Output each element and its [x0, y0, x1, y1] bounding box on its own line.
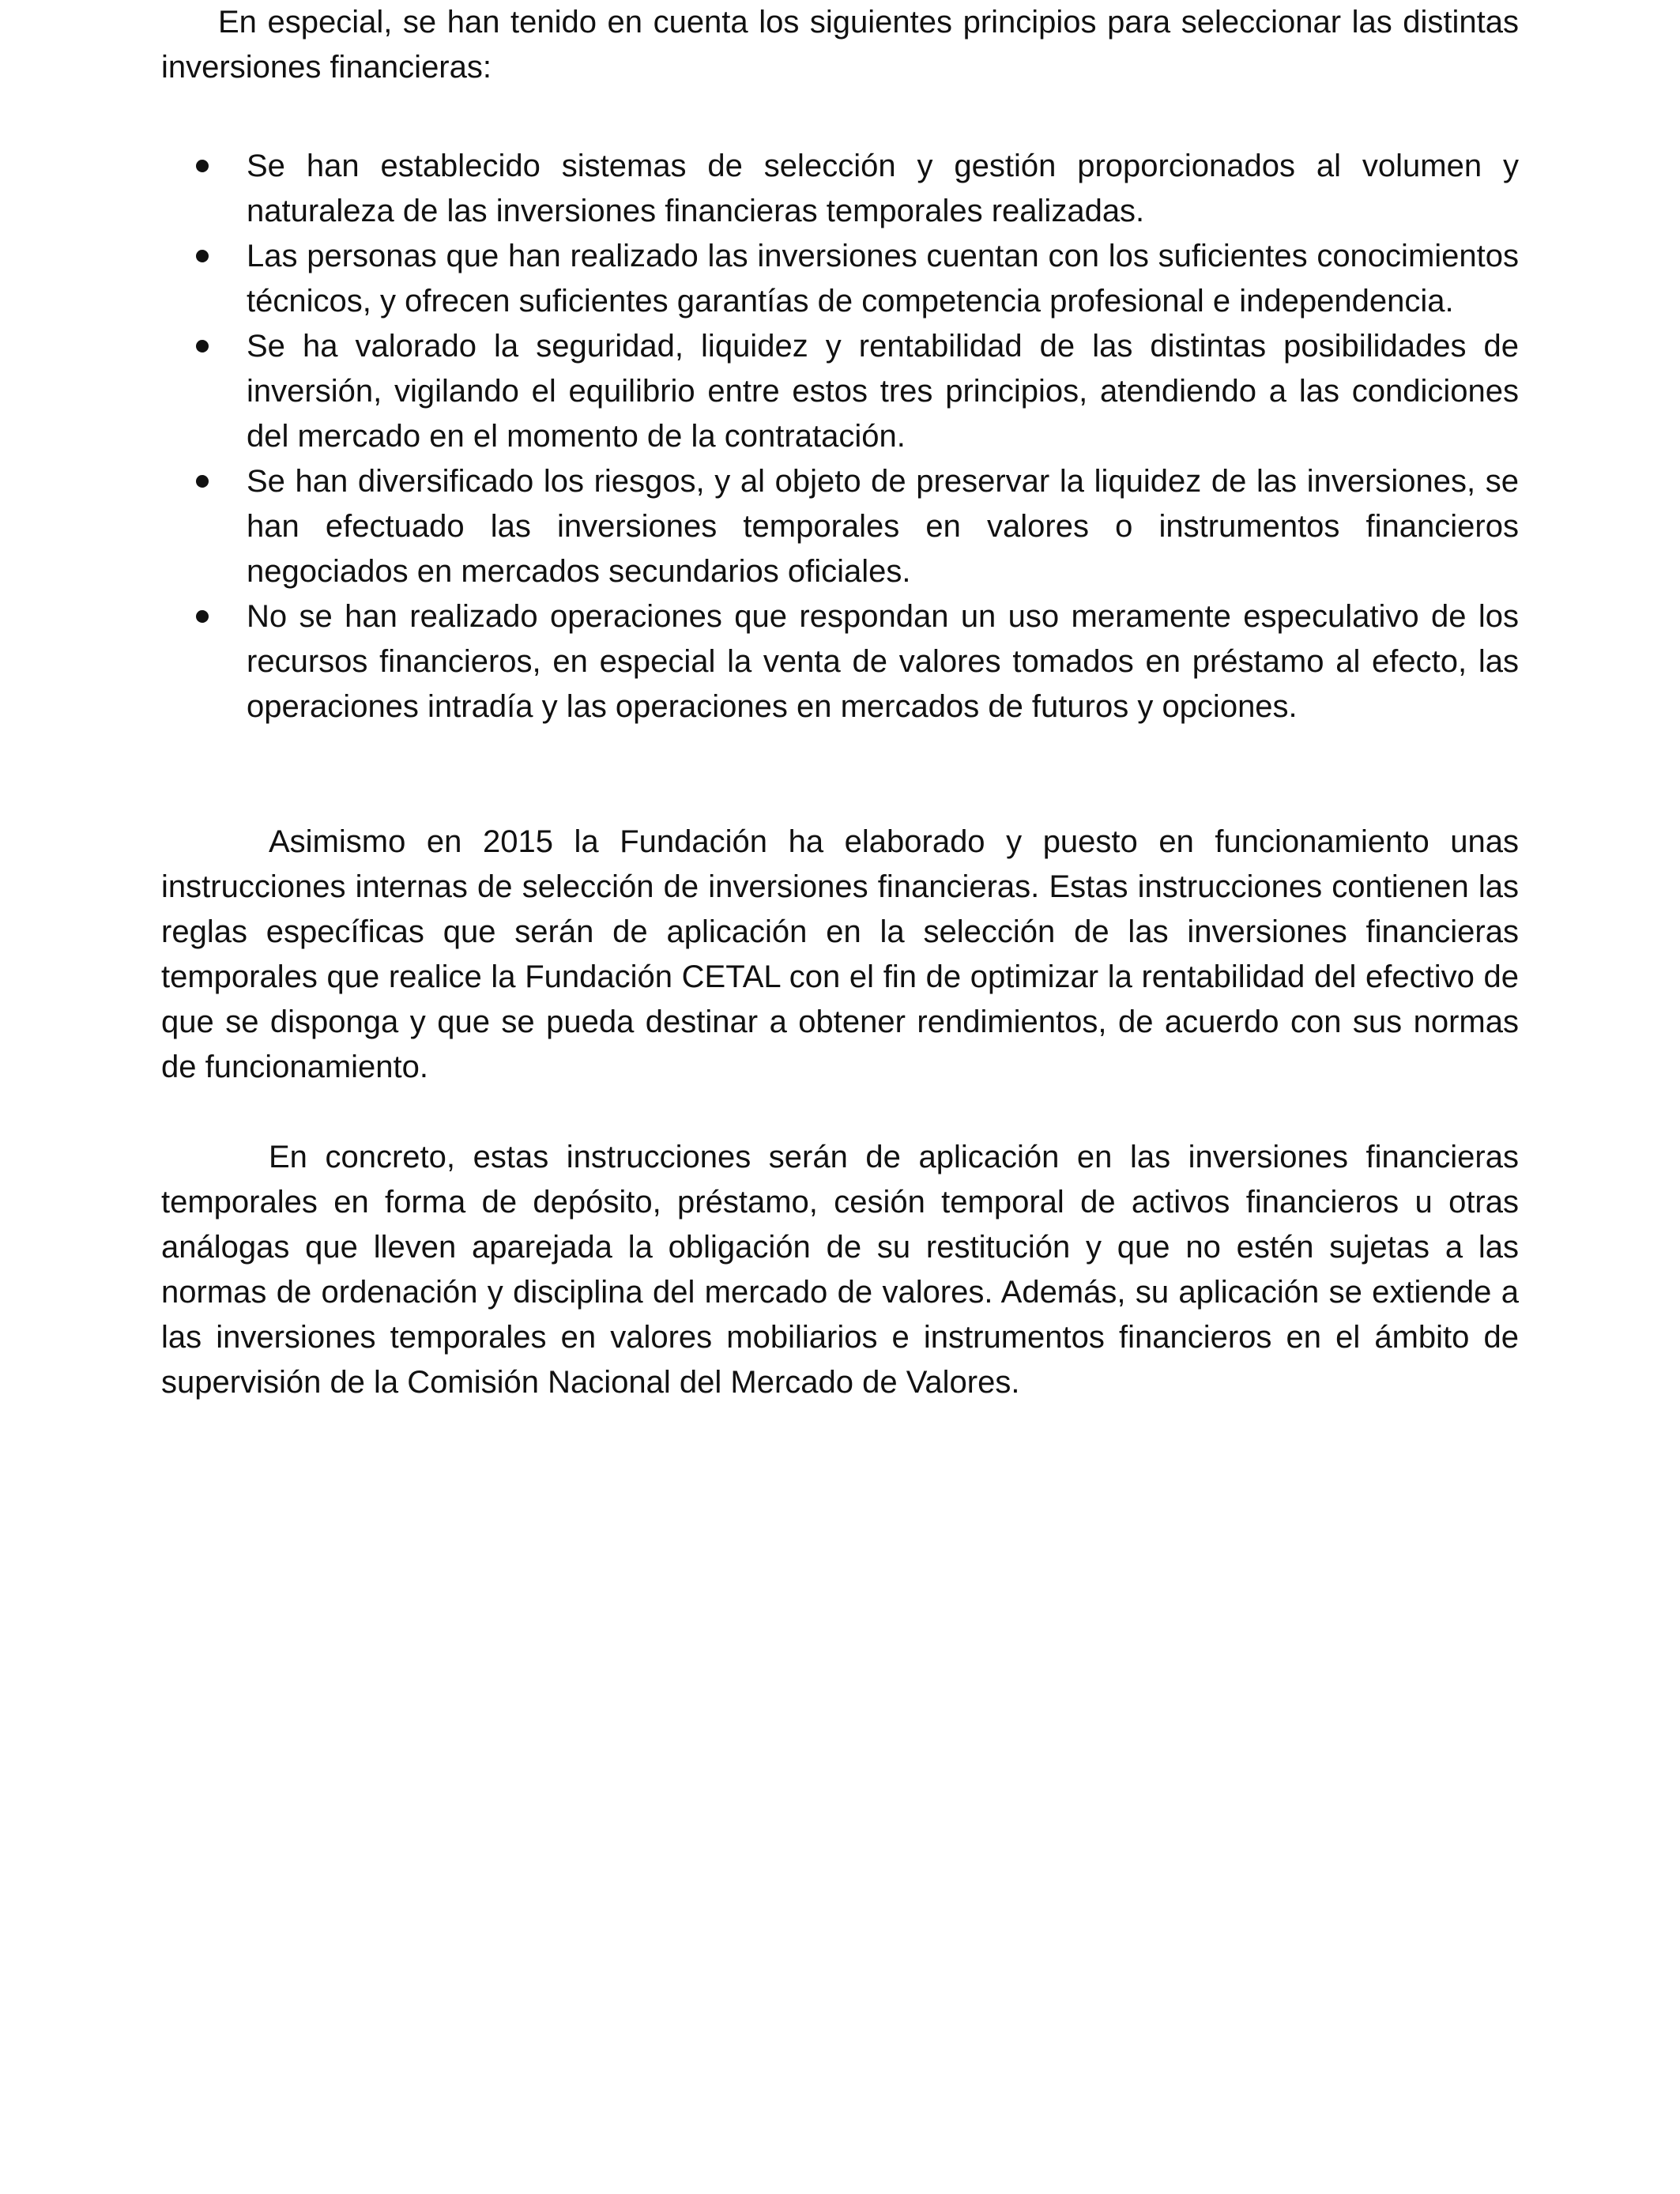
bullet-icon: [196, 250, 209, 262]
body-paragraph: En concreto, estas instrucciones serán de aplicación en las inversiones financieras temporales en forma de depósito, préstamo, cesión temporal de activos financieros u otras análogas que lleven aparejada la obligación de su restitución y que no estén sujetas a las normas de ordenación y disciplina del mercado de valores. Además, su aplicación se extiende a las inversiones temporales en valores mobiliarios e instrumentos financieros en el ámbito de supervisión de la Comisión Nacional del Mercado de Valores.: [161, 1140, 1519, 1400]
principles-list: [161, 144, 1519, 729]
intro-paragraph: En especial, se han tenido en cuenta los siguientes principios para seleccionar las distintas inversiones financieras:: [161, 5, 1519, 85]
bullet-icon: [196, 610, 209, 623]
list-item-text: Se han establecido sistemas de selección y gestión proporcionados al volumen y naturaleza de las inversiones financieras temporales realizadas.: [247, 149, 1519, 228]
document-body: [161, 0, 1519, 1405]
body-paragraph: Asimismo en 2015 la Fundación ha elaborado y puesto en funcionamiento unas instrucciones internas de selección de inversiones financieras. Estas instrucciones contienen las reglas específicas que serán de aplicación en la selección de las inversiones financieras temporales que realice la Fundación CETAL con el fin de optimizar la rentabilidad del efectivo de que se disponga y que se pueda destinar a obtener rendimientos, de acuerdo con sus normas de funcionamiento.: [161, 824, 1519, 1084]
list-item: [161, 324, 1519, 459]
list-item: [161, 459, 1519, 594]
list-item: [161, 234, 1519, 324]
bullet-icon: [196, 340, 209, 352]
list-item: [161, 594, 1519, 729]
spacer: [161, 90, 1519, 144]
list-item-text: Las personas que han realizado las inversiones cuentan con los suficientes conocimientos técnicos, y ofrecen suficientes garantías de competencia profesional e independencia.: [247, 239, 1519, 319]
list-item-text: Se ha valorado la seguridad, liquidez y rentabilidad de las distintas posibilidades de inversión, vigilando el equilibrio entre estos tres principios, atendiendo a las condiciones del mercado en el momento de la contratación.: [247, 329, 1519, 454]
bullet-icon: [196, 475, 209, 488]
list-item-text: No se han realizado operaciones que respondan un uso meramente especulativo de los recursos financieros, en especial la venta de valores tomados en préstamo al efecto, las operaciones intradía y las operaciones en mercados de futuros y opciones.: [247, 599, 1519, 724]
spacer: [161, 1090, 1519, 1135]
bullet-icon: [196, 160, 209, 172]
list-item-text: Se han diversificado los riesgos, y al objeto de preservar la liquidez de las inversiones, se han efectuado las inversiones temporales en valores o instrumentos financieros negociados en mercados secundarios oficiales.: [247, 464, 1519, 589]
spacer: [161, 729, 1519, 820]
list-item: [161, 144, 1519, 234]
